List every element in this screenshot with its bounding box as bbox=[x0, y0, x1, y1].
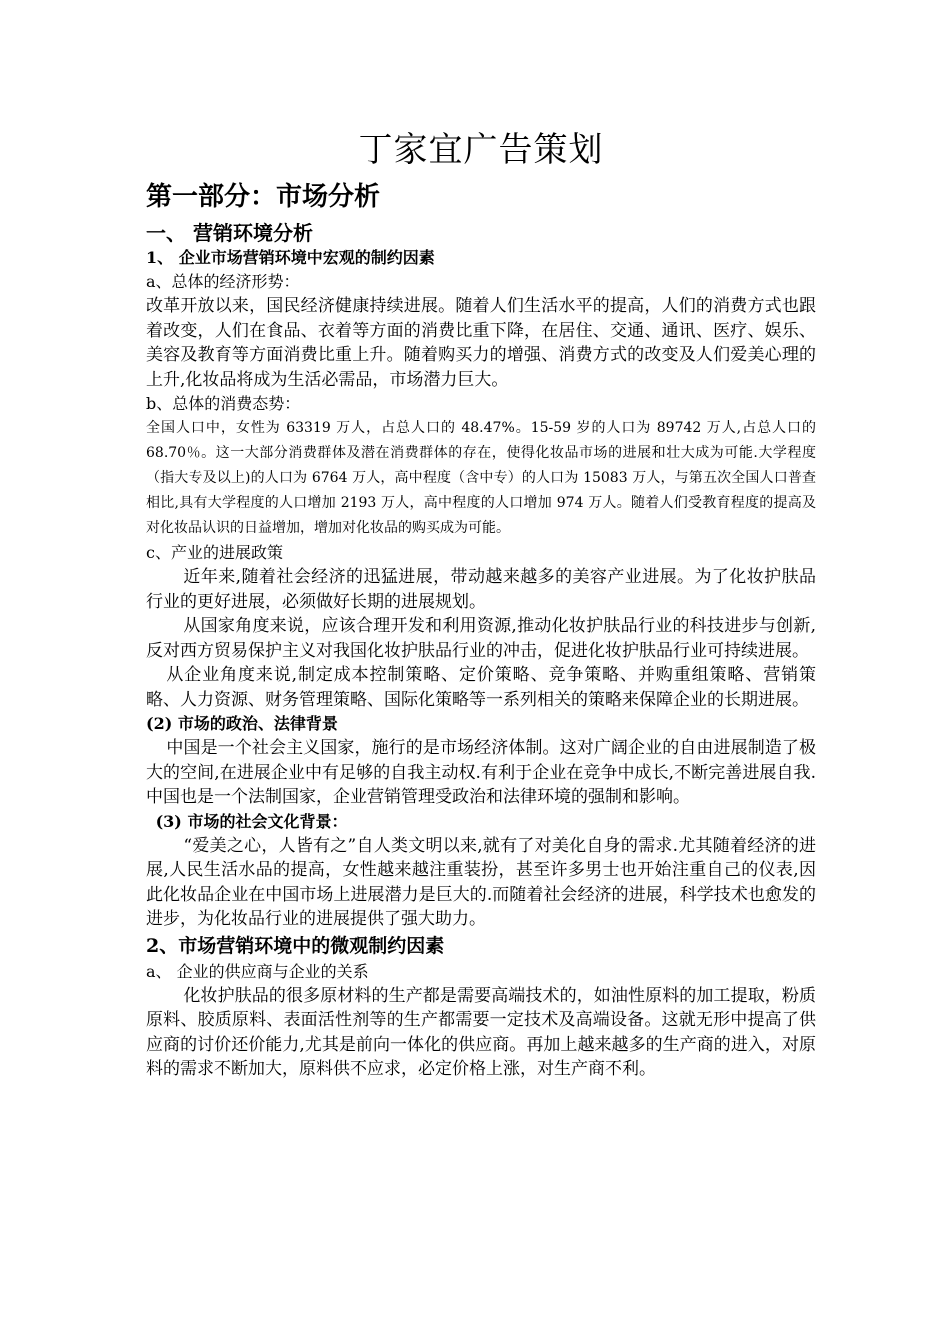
paragraph-policy-1: 近年来,随着社会经济的迅猛进展，带动越来越多的美容产业进展。为了化妆护肤品行业的更好进展，必须做好长期的进展规划。 bbox=[146, 567, 816, 612]
item-label-b: b、总体的消费态势： bbox=[146, 394, 301, 413]
subsection-micro-heading: 2、市场营销环境中的微观制约因素 bbox=[146, 934, 445, 957]
paragraph-culture: “爱美之心，人皆有之”自人类文明以来,就有了对美化自身的需求.尤其随着经济的进展,人民生活水品的提高，女性越来越注重装扮，甚至许多男士也开始注重自己的仪表,因此化妆品企业在中国市场上进展潜力是巨大的.而随着社会经济的进展，科学技术也愈发的进步，为化妆品行业的进展提供了强大助力。 bbox=[146, 835, 816, 929]
item-label-c: c、产业的进展政策 bbox=[146, 543, 283, 562]
subsection-culture-heading: (3) 市场的社会文化背景： bbox=[155, 811, 348, 831]
paragraph-economy: 改革开放以来，国民经济健康持续进展。随着人们生活水平的提高，人们的消费方式也跟着改变，人们在食品、衣着等方面的消费比重下降，在居住、交通、通讯、医疗、娱乐、美容及教育等方面消费比重上升。随着购买力的增强、消费方式的改变及人们爱美心理的上升,化妆品将成为生活必需品，市场潜力巨大。 bbox=[146, 296, 816, 390]
item-label-a: a、总体的经济形势： bbox=[146, 272, 300, 291]
paragraph-consumption: 全国人口中，女性为 63319 万人，占总人口的 48.47%。15-59 岁的人口为 89742 万人,占总人口的 68.70％。这一大部分消费群体及潜在消费群体的存在，使得化妆品市场的进展和壮大成为可能.大学程度（指大专及以上)的人口为 6764 万人，高中程度（含中专）的人口为 15083 万人，与第五次全国人口普查相比,具有大学程度的人口增加 2193 万人，高中程度的人口增加 974 万人。随着人们受教育程度的提高及对化妆品认识的日益增加，增加对化妆品的购买成为可能。 bbox=[146, 420, 816, 536]
paragraph-policy-3: 从企业角度来说,制定成本控制策略、定价策略、竞争策略、并购重组策略、营销策略、人力资源、财务管理策略、国际化策略等一系列相关的策略来保障企业的长期进展。 bbox=[146, 665, 816, 710]
document-page bbox=[146, 128, 816, 1082]
item-label-a2: a、 企业的供应商与企业的关系 bbox=[146, 961, 369, 981]
subsection-heading: 1、 企业市场营销环境中宏观的制约因素 bbox=[146, 248, 435, 267]
subsection-politics-heading: (2) 市场的政治、法律背景 bbox=[146, 714, 338, 733]
document-title: 丁家宜广告策划 bbox=[358, 130, 604, 170]
section-heading: 一、 营销环境分析 bbox=[146, 221, 313, 245]
paragraph-politics: 中国是一个社会主义国家，施行的是市场经济体制。这对广阔企业的自由进展制造了极大的空间,在进展企业中有足够的自我主动权.有利于企业在竞争中成长,不断完善进展自我.中国也是一个法制国家，企业营销管理受政治和法律环境的强制和影响。 bbox=[146, 738, 816, 807]
paragraph-policy-2: 从国家角度来说，应该合理开发和利用资源,推动化妆护肤品行业的科技进步与创新,反对西方贸易保护主义对我国化妆护肤品行业的冲击，促进化妆护肤品行业可持续进展。 bbox=[146, 616, 816, 661]
paragraph-suppliers: 化妆护肤品的很多原材料的生产都是需要高端技术的，如油性原料的加工提取，粉质原料、胶质原料、表面活性剂等的生产都需要一定技术及高端设备。这就无形中提高了供应商的讨价还价能力,尤其是前向一体化的供应商。再加上越来越多的生产商的进入，对原料的需求不断加大，原料供不应求，必定价格上涨，对生产商不利。 bbox=[146, 985, 816, 1079]
part-heading: 第一部分：市场分析 bbox=[146, 182, 381, 212]
